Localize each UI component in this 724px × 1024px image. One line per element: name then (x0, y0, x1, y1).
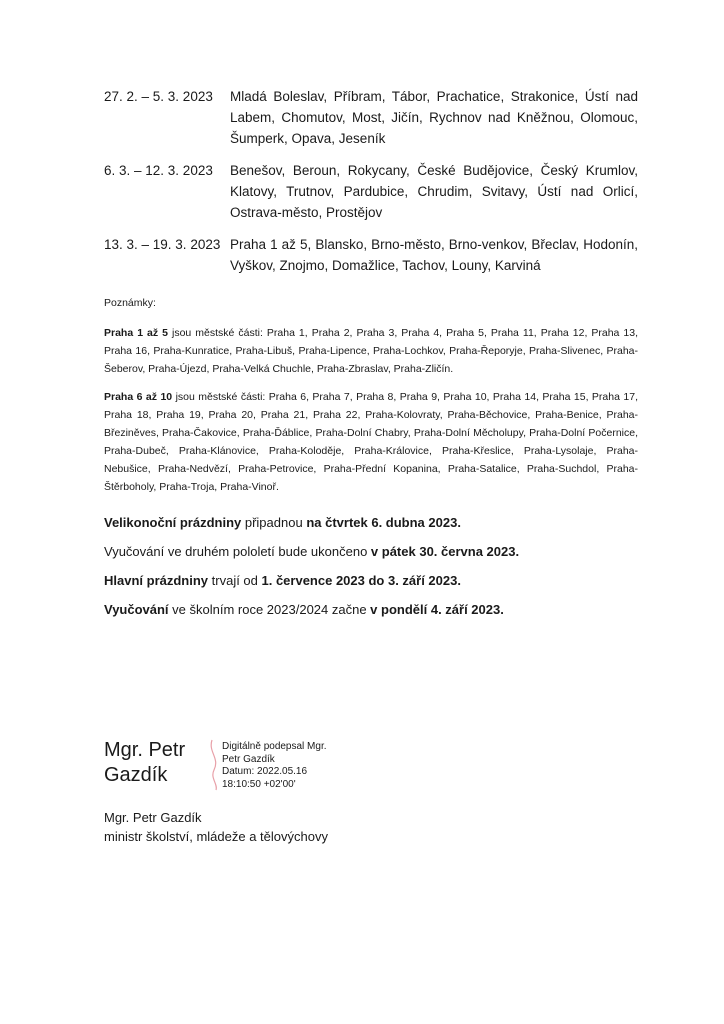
info-text: Vyučování ve druhém pololetí bude ukončeno (104, 544, 371, 559)
digital-signature-details (222, 741, 382, 791)
schedule-districts: Mladá Boleslav, Příbram, Tábor, Prachatice, Strakonice, Ústí nad Labem, Chomutov, Most, Jičín, Rychnov nad Kněžnou, Olomouc, Šumperk, Opava, Jeseník (230, 89, 638, 146)
info-section (104, 514, 638, 630)
info-text: připadnou (241, 515, 307, 530)
school-year-start-line (104, 601, 638, 619)
signatory-name: Mgr. Petr Gazdík (104, 810, 202, 825)
signature-detail-line: Digitálně podepsal Mgr. (222, 741, 327, 752)
vacation-schedule (104, 86, 638, 287)
notes-section (104, 296, 638, 506)
schedule-districts: Praha 1 až 5, Blansko, Brno-město, Brno-venkov, Břeclav, Hodonín, Vyškov, Znojmo, Domažlice, Tachov, Louny, Karviná (230, 237, 638, 273)
schedule-row (104, 234, 638, 276)
summer-holidays-line (104, 572, 638, 590)
note-label: Praha 1 až 5 (104, 327, 168, 339)
signatory-block (104, 808, 328, 846)
easter-holidays-line (104, 514, 638, 532)
schedule-row (104, 160, 638, 223)
digital-signature (104, 738, 404, 798)
schedule-districts: Benešov, Beroun, Rokycany, České Budějovice, Český Krumlov, Klatovy, Trutnov, Pardubice, Chrudim, Svitavy, Ústí nad Orlicí, Ostrava-město, Prostějov (230, 163, 638, 220)
note-text: jsou městské části: Praha 1, Praha 2, Praha 3, Praha 4, Praha 5, Praha 11, Praha 12, Praha 13, Praha 16, Praha-Kunratice, Praha-Libuš, Praha-Lipence, Praha-Lochkov, Praha-Řeporyje, Praha-Slivenec, Praha-Šeberov, Praha-Újezd, Praha-Velká Chuchle, Praha-Zbraslav, Praha-Zličín. (104, 327, 638, 375)
schedule-date: 6. 3. – 12. 3. 2023 (104, 163, 213, 178)
semester-end-line (104, 543, 638, 561)
note-praha-1-5 (104, 324, 638, 378)
note-praha-6-10 (104, 388, 638, 496)
note-label: Praha 6 až 10 (104, 391, 173, 403)
info-bold: Velikonoční prázdniny (104, 515, 242, 530)
info-bold: na čtvrtek 6. dubna 2023. (306, 515, 461, 530)
info-bold: v pátek 30. června 2023. (370, 544, 520, 559)
info-text: ve školním roce 2023/2024 začne (168, 602, 371, 617)
info-text: trvají od (208, 573, 262, 588)
signature-detail-line: 18:10:50 +02'00' (222, 778, 296, 790)
schedule-date: 13. 3. – 19. 3. 2023 (104, 237, 221, 252)
signature-name-line: Gazdík (104, 764, 168, 786)
notes-heading: Poznámky: (104, 297, 156, 309)
signature-name-line: Mgr. Petr (104, 739, 186, 761)
note-text: jsou městské části: Praha 6, Praha 7, Praha 8, Praha 9, Praha 10, Praha 14, Praha 15, Praha 17, Praha 18, Praha 19, Praha 20, Praha 21, Praha 22, Praha-Kolovraty, Praha-Běchovice, Praha-Benice, Praha-Březiněves, Praha-Čakovice, Praha-Ďáblice, Praha-Dolní Chabry, Praha-Dolní Měcholupy, Praha-Dolní Počernice, Praha-Dubeč, Praha-Klánovice, Praha-Koloděje, Praha-Královice, Praha-Křeslice, Praha-Lysolaje, Praha-Nebušice, Praha-Nedvězí, Praha-Petrovice, Praha-Přední Kopanina, Praha-Satalice, Praha-Suchdol, Praha-Štěrboholy, Praha-Troja, Praha-Vinoř. (104, 391, 638, 493)
schedule-row (104, 86, 638, 149)
signature-detail-line: Petr Gazdík (222, 753, 275, 765)
signature-name (104, 738, 185, 788)
signature-detail-line: Datum: 2022.05.16 (222, 766, 308, 777)
signatory-title: ministr školství, mládeže a tělovýchovy (104, 829, 328, 844)
info-bold: Vyučování (104, 602, 169, 617)
info-bold: v pondělí 4. září 2023. (370, 602, 504, 617)
schedule-date: 27. 2. – 5. 3. 2023 (104, 89, 213, 104)
info-bold: 1. července 2023 do 3. září 2023. (261, 573, 461, 588)
info-bold: Hlavní prázdniny (104, 573, 209, 588)
